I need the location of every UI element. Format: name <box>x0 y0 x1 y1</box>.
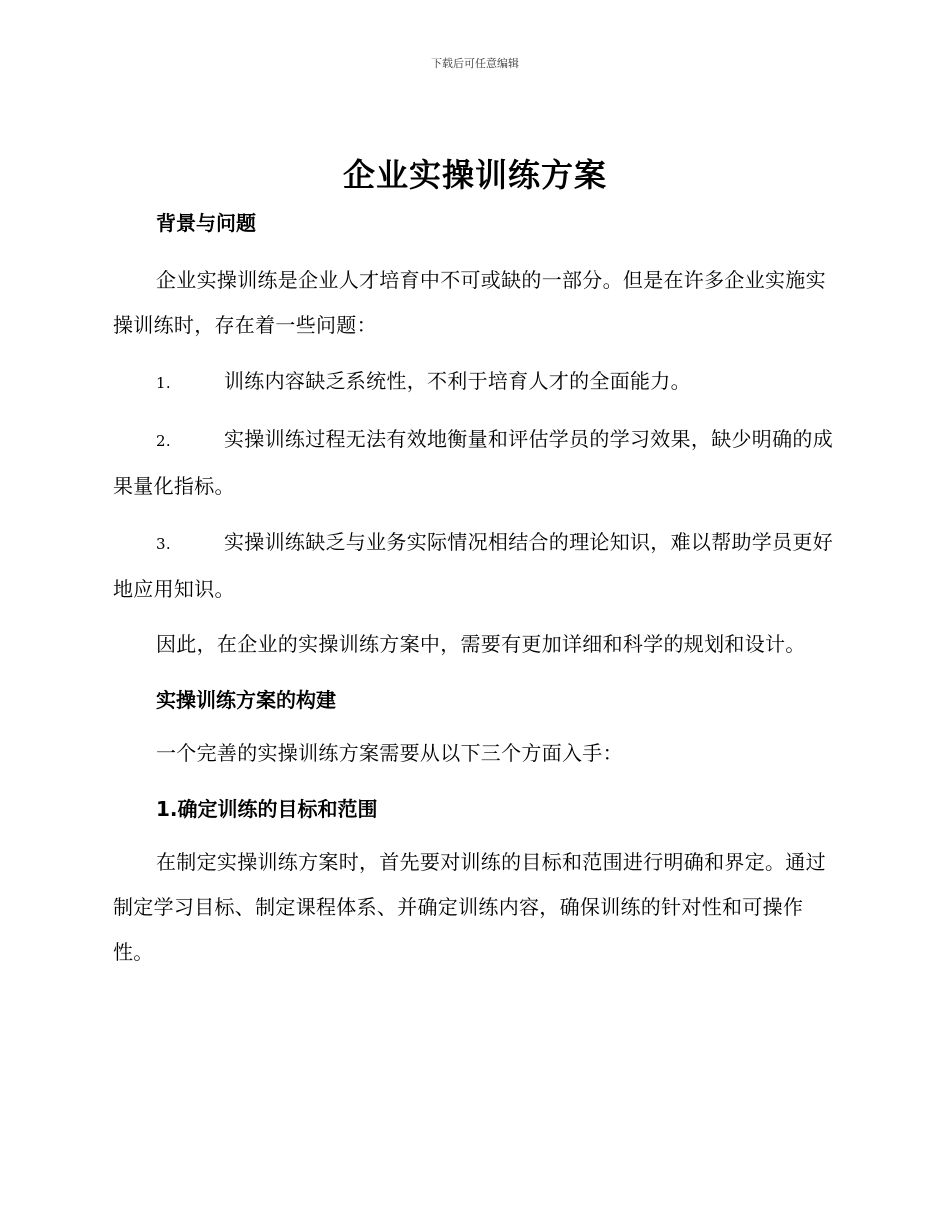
problem-item-number: 2. <box>156 432 171 450</box>
subsection-heading-1: 1.确定训练的目标和范围 <box>156 797 378 821</box>
section-heading-background: 背景与问题 <box>156 211 256 235</box>
problem-item-1 <box>113 359 838 406</box>
problem-item-text: 实操训练过程无法有效地衡量和评估学员的学习效果，缺少明确的成果量化指标。 <box>113 427 833 498</box>
problem-item-number: 3. <box>156 535 171 553</box>
problem-item-3 <box>113 520 838 612</box>
problem-item-2 <box>113 417 838 509</box>
document-body <box>113 202 838 975</box>
problem-item-number: 1. <box>156 374 171 392</box>
header-note: 下载后可任意编辑 <box>431 57 519 70</box>
conclusion-paragraph: 因此，在企业的实操训练方案中，需要有更加详细和科学的规划和设计。 <box>156 632 806 656</box>
problem-item-text: 训练内容缺乏系统性，不利于培育人才的全面能力。 <box>224 369 691 393</box>
document-title: 企业实操训练方案 <box>342 156 607 194</box>
background-paragraph: 企业实操训练是企业人才培育中不可或缺的一部分。但是在许多企业实施实操训练时，存在着一些问题： <box>113 268 826 337</box>
subsection-1-paragraph: 在制定实操训练方案时，首先要对训练的目标和范围进行明确和界定。通过制定学习目标、制定课程体系、并确定训练内容，确保训练的针对性和可操作性。 <box>113 850 826 964</box>
section-heading-build: 实操训练方案的构建 <box>156 688 336 712</box>
problem-item-text: 实操训练缺乏与业务实际情况相结合的理论知识，难以帮助学员更好地应用知识。 <box>113 530 833 601</box>
build-intro-paragraph: 一个完善的实操训练方案需要从以下三个方面入手： <box>156 741 623 765</box>
